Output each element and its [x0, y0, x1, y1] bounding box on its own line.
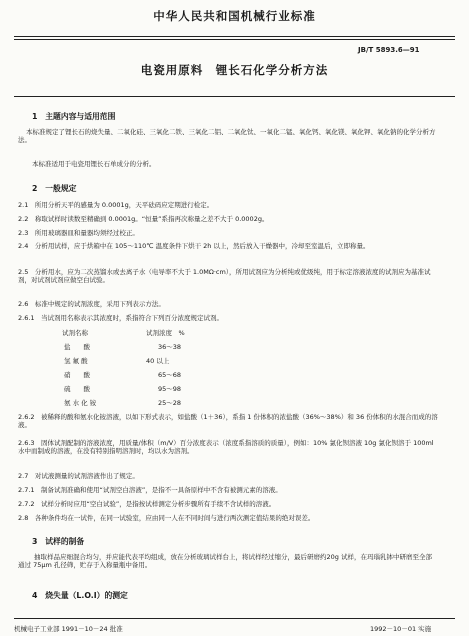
implementation-date: 1992－10－01 实施 [370, 625, 432, 633]
header-rule-bottom [14, 39, 455, 40]
standard-org-title: 中华人民共和国机械行业标准 [153, 9, 316, 23]
clause-2-7-2: 2.7.2 试样分析时应用“空白试验”，是指按试样测定分析步骤所有手续不含试样的溶液。 [18, 500, 276, 508]
section-4-heading: 4 烧失量（L.O.I）的测定 [32, 591, 128, 600]
title-rule [14, 96, 455, 97]
clause-2-6-1: 2.6.1 当试剂用名称表示其浓度时，系指符合下列百分浓度规定试剂。 [18, 314, 224, 322]
clause-2-6: 2.6 标准中规定的试剂浓度，采用下列表示方法。 [18, 300, 165, 308]
clause-2-4: 2.4 分析用试样，应于烘箱中在 105～110℃ 温度条件下烘干 2h 以上，然后放入干燥器中，冷却至室温后，立即称量。 [18, 242, 370, 250]
footer-rule [14, 618, 455, 619]
table-row-name: 硝 酸 [64, 371, 90, 379]
table-row-conc: 36～38 [158, 343, 182, 351]
standard-number: JB/T 5893.6—91 [358, 46, 420, 54]
clause-2-6-2: 2.6.2 被稀释的酸和氨水化铵溶液，以如下形式表示，如盐酸（1＋36），系指 1 份体积的浓盐酸（36%～38%）和 36 份体积的水混合而成的溶液。 [18, 413, 438, 429]
section-1-heading: 1 主题内容与适用范围 [32, 112, 116, 121]
section-3-para-1: 抽取样品应细混合均匀，并应能代表平均组成，放在分析玻璃试样台上，将试样经过缩分，最后研磨约20g 试样，在玛瑙乳钵中研磨至全部通过 75μm 孔径筛，贮存于入称量瓶中备用。 [18, 553, 432, 569]
clause-2-5: 2.5 分析用水，应为二次蒸馏水或去离子水（电导率不大于 1.0MΩ·cm），所用试剂应为分析纯或优级纯，用于标定溶液浓度的试剂应为基准试剂，对试剂试剂应做空白试验。 [18, 268, 431, 284]
table-row-conc: 25～28 [158, 399, 182, 407]
clause-2-7-1: 2.7.1 制备试剂准确和使用“试剂空白溶液”，是指不一具备原样中不含有被测元素的溶液。 [18, 486, 282, 494]
table-row-name: 硫 酸 [64, 385, 90, 393]
clause-2-8: 2.8 各种条件均在一试件，在同一试验室，应由同一人在不同时间与进行两次测定值结果的绝对误差。 [18, 514, 315, 522]
table-row-conc: 65～68 [158, 371, 182, 379]
header-rule-top [14, 36, 455, 37]
section-3-heading: 3 试样的制备 [32, 537, 85, 546]
table-row-name: 氨 水 化 铵 [64, 399, 97, 407]
section-1-para-1: 本标准规定了锂长石的烧失量、二氧化硅、三氧化二铁、三氧化二铝、二氧化钛、一氧化二锰、氧化钙、氧化镁、氧化钾、氧化钠的化学分析方法。 [18, 128, 436, 144]
table-header-conc: 试剂浓度 % [146, 329, 185, 337]
approval-date: 机械电子工业部 1991－10－24 批准 [14, 625, 123, 633]
clause-2-7: 2.7 对试液测量的试剂溶液作出了规定。 [18, 472, 139, 480]
clause-2-3: 2.3 所用玻璃器皿和量器均须经过校正。 [18, 229, 139, 237]
clause-2-1: 2.1 所用分析天平的感量为 0.0001g，天平砝码应定期进行检定。 [18, 201, 214, 209]
table-row-conc: 40 以上 [146, 357, 170, 365]
table-row-name: 盐 酸 [64, 343, 90, 351]
document-title: 电瓷用原料 锂长石化学分析方法 [140, 63, 329, 77]
clause-2-6-3: 2.6.3 固体试剂配制的溶液浓度，用质量/体积（m/V）百分浓度表示（浓度系指溶质的质量），例如：10% 氯化钡溶液 10g 氯化钡溶于 100ml 水中而制成的溶液，在没有特别指明溶剂时，均以水为溶剂。 [18, 439, 434, 455]
clause-2-2: 2.2 称取试样时读数至精确到 0.0001g。“恒量”系指再次称量之差不大于 0.0002g。 [18, 215, 269, 223]
table-header-name: 试剂名称 [62, 329, 88, 337]
section-1-para-2: 本标准适用于电瓷用锂长石单成分的分析。 [32, 160, 156, 168]
table-row-conc: 95～98 [158, 385, 182, 393]
section-2-heading: 2 一般规定 [32, 184, 77, 193]
table-row-name: 氢 氟 酸 [64, 357, 88, 365]
